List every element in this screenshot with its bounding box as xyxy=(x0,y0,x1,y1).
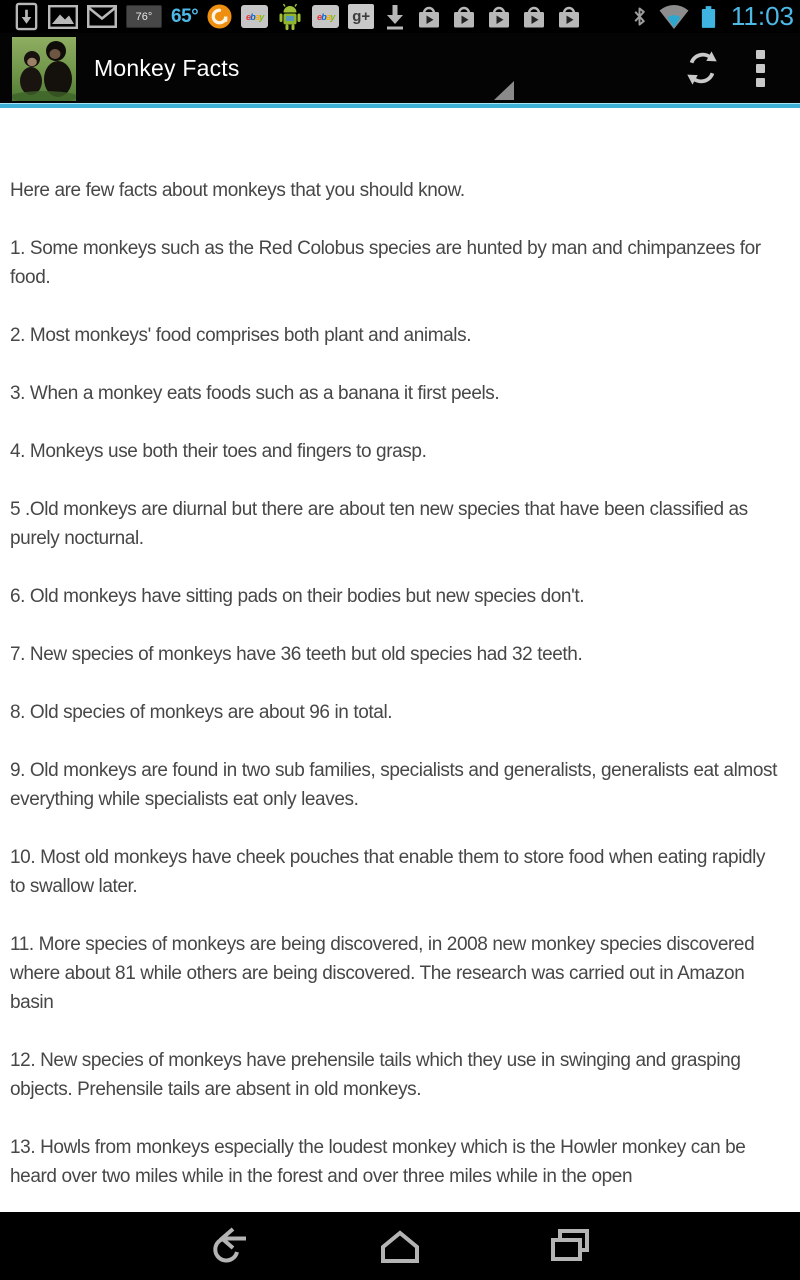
clock-text: 11:03 xyxy=(730,1,794,31)
gmail-icon xyxy=(87,5,117,28)
refresh-button[interactable] xyxy=(670,33,734,103)
home-button[interactable] xyxy=(376,1224,424,1268)
fact-7: 7. New species of monkeys have 36 teeth but old species had 32 teeth. xyxy=(10,644,583,665)
status-bar[interactable] xyxy=(0,0,800,33)
play-store-icon xyxy=(416,4,442,30)
fact-3: 3. When a monkey eats foods such as a banana it first peels. xyxy=(10,383,500,404)
recent-apps-button[interactable] xyxy=(546,1224,594,1268)
wifi-icon xyxy=(658,4,690,30)
orange-app-icon xyxy=(207,4,232,29)
download-box-icon xyxy=(14,2,39,31)
play-store-icon xyxy=(451,4,477,30)
battery-icon xyxy=(700,3,717,30)
gallery-icon xyxy=(48,5,78,29)
bluetooth-icon xyxy=(631,4,648,29)
back-button[interactable] xyxy=(206,1224,254,1268)
download-arrow-icon xyxy=(383,3,407,31)
system-navigation-bar xyxy=(0,1212,800,1280)
play-store-icon xyxy=(556,4,582,30)
fact-2: 2. Most monkeys' food comprises both plant and animals. xyxy=(10,325,472,346)
fact-5: 5 .Old monkeys are diurnal but there are about ten new species that have been classified as purely nocturnal. xyxy=(10,499,748,549)
fact-12: 12. New species of monkeys have prehensile tails which they use in swinging and grasping objects. Prehensile tails are absent in old monkeys. xyxy=(10,1050,741,1100)
fact-13: 13. Howls from monkeys especially the loudest monkey which is the Howler monkey can be heard over two miles while in the forest and over three miles while in the open xyxy=(10,1137,746,1187)
fact-1: 1. Some monkeys such as the Red Colobus species are hunted by man and chimpanzees for food. xyxy=(10,238,761,288)
overflow-menu-button[interactable] xyxy=(734,33,786,103)
spinner-dropdown-caret[interactable] xyxy=(494,81,514,100)
play-store-icon xyxy=(486,4,512,30)
action-bar xyxy=(0,33,800,103)
fact-11: 11. More species of monkeys are being discovered, in 2008 new monkey species discovered where about 81 while others are being discovered. The research was carried out in Amazon basin xyxy=(10,934,755,1013)
facts-scroll-area[interactable] xyxy=(0,108,800,1212)
fact-4: 4. Monkeys use both their toes and fingers to grasp. xyxy=(10,441,427,462)
fact-9: 9. Old monkeys are found in two sub families, specialists and generalists, generalists eat almost everything while specialists eat only leaves. xyxy=(10,760,777,810)
page-title[interactable]: Monkey Facts xyxy=(94,54,240,81)
ebay-icon: e b a y xyxy=(312,5,339,28)
weather-widget-icon: 76° xyxy=(126,5,162,28)
fact-8: 8. Old species of monkeys are about 96 in total. xyxy=(10,702,393,723)
ebay-icon: e b a y xyxy=(241,5,268,28)
google-plus-icon: g+ xyxy=(348,4,374,29)
temperature-text: 65° xyxy=(171,5,199,27)
intro-text: Here are few facts about monkeys that you should know. xyxy=(10,180,465,201)
play-store-icon xyxy=(521,4,547,30)
fact-10: 10. Most old monkeys have cheek pouches that enable them to store food when eating rapidly to swallow later. xyxy=(10,847,766,897)
android-robot-icon xyxy=(277,3,303,31)
app-icon-monkeys[interactable] xyxy=(12,37,76,101)
fact-6: 6. Old monkeys have sitting pads on their bodies but new species don't. xyxy=(10,586,585,607)
